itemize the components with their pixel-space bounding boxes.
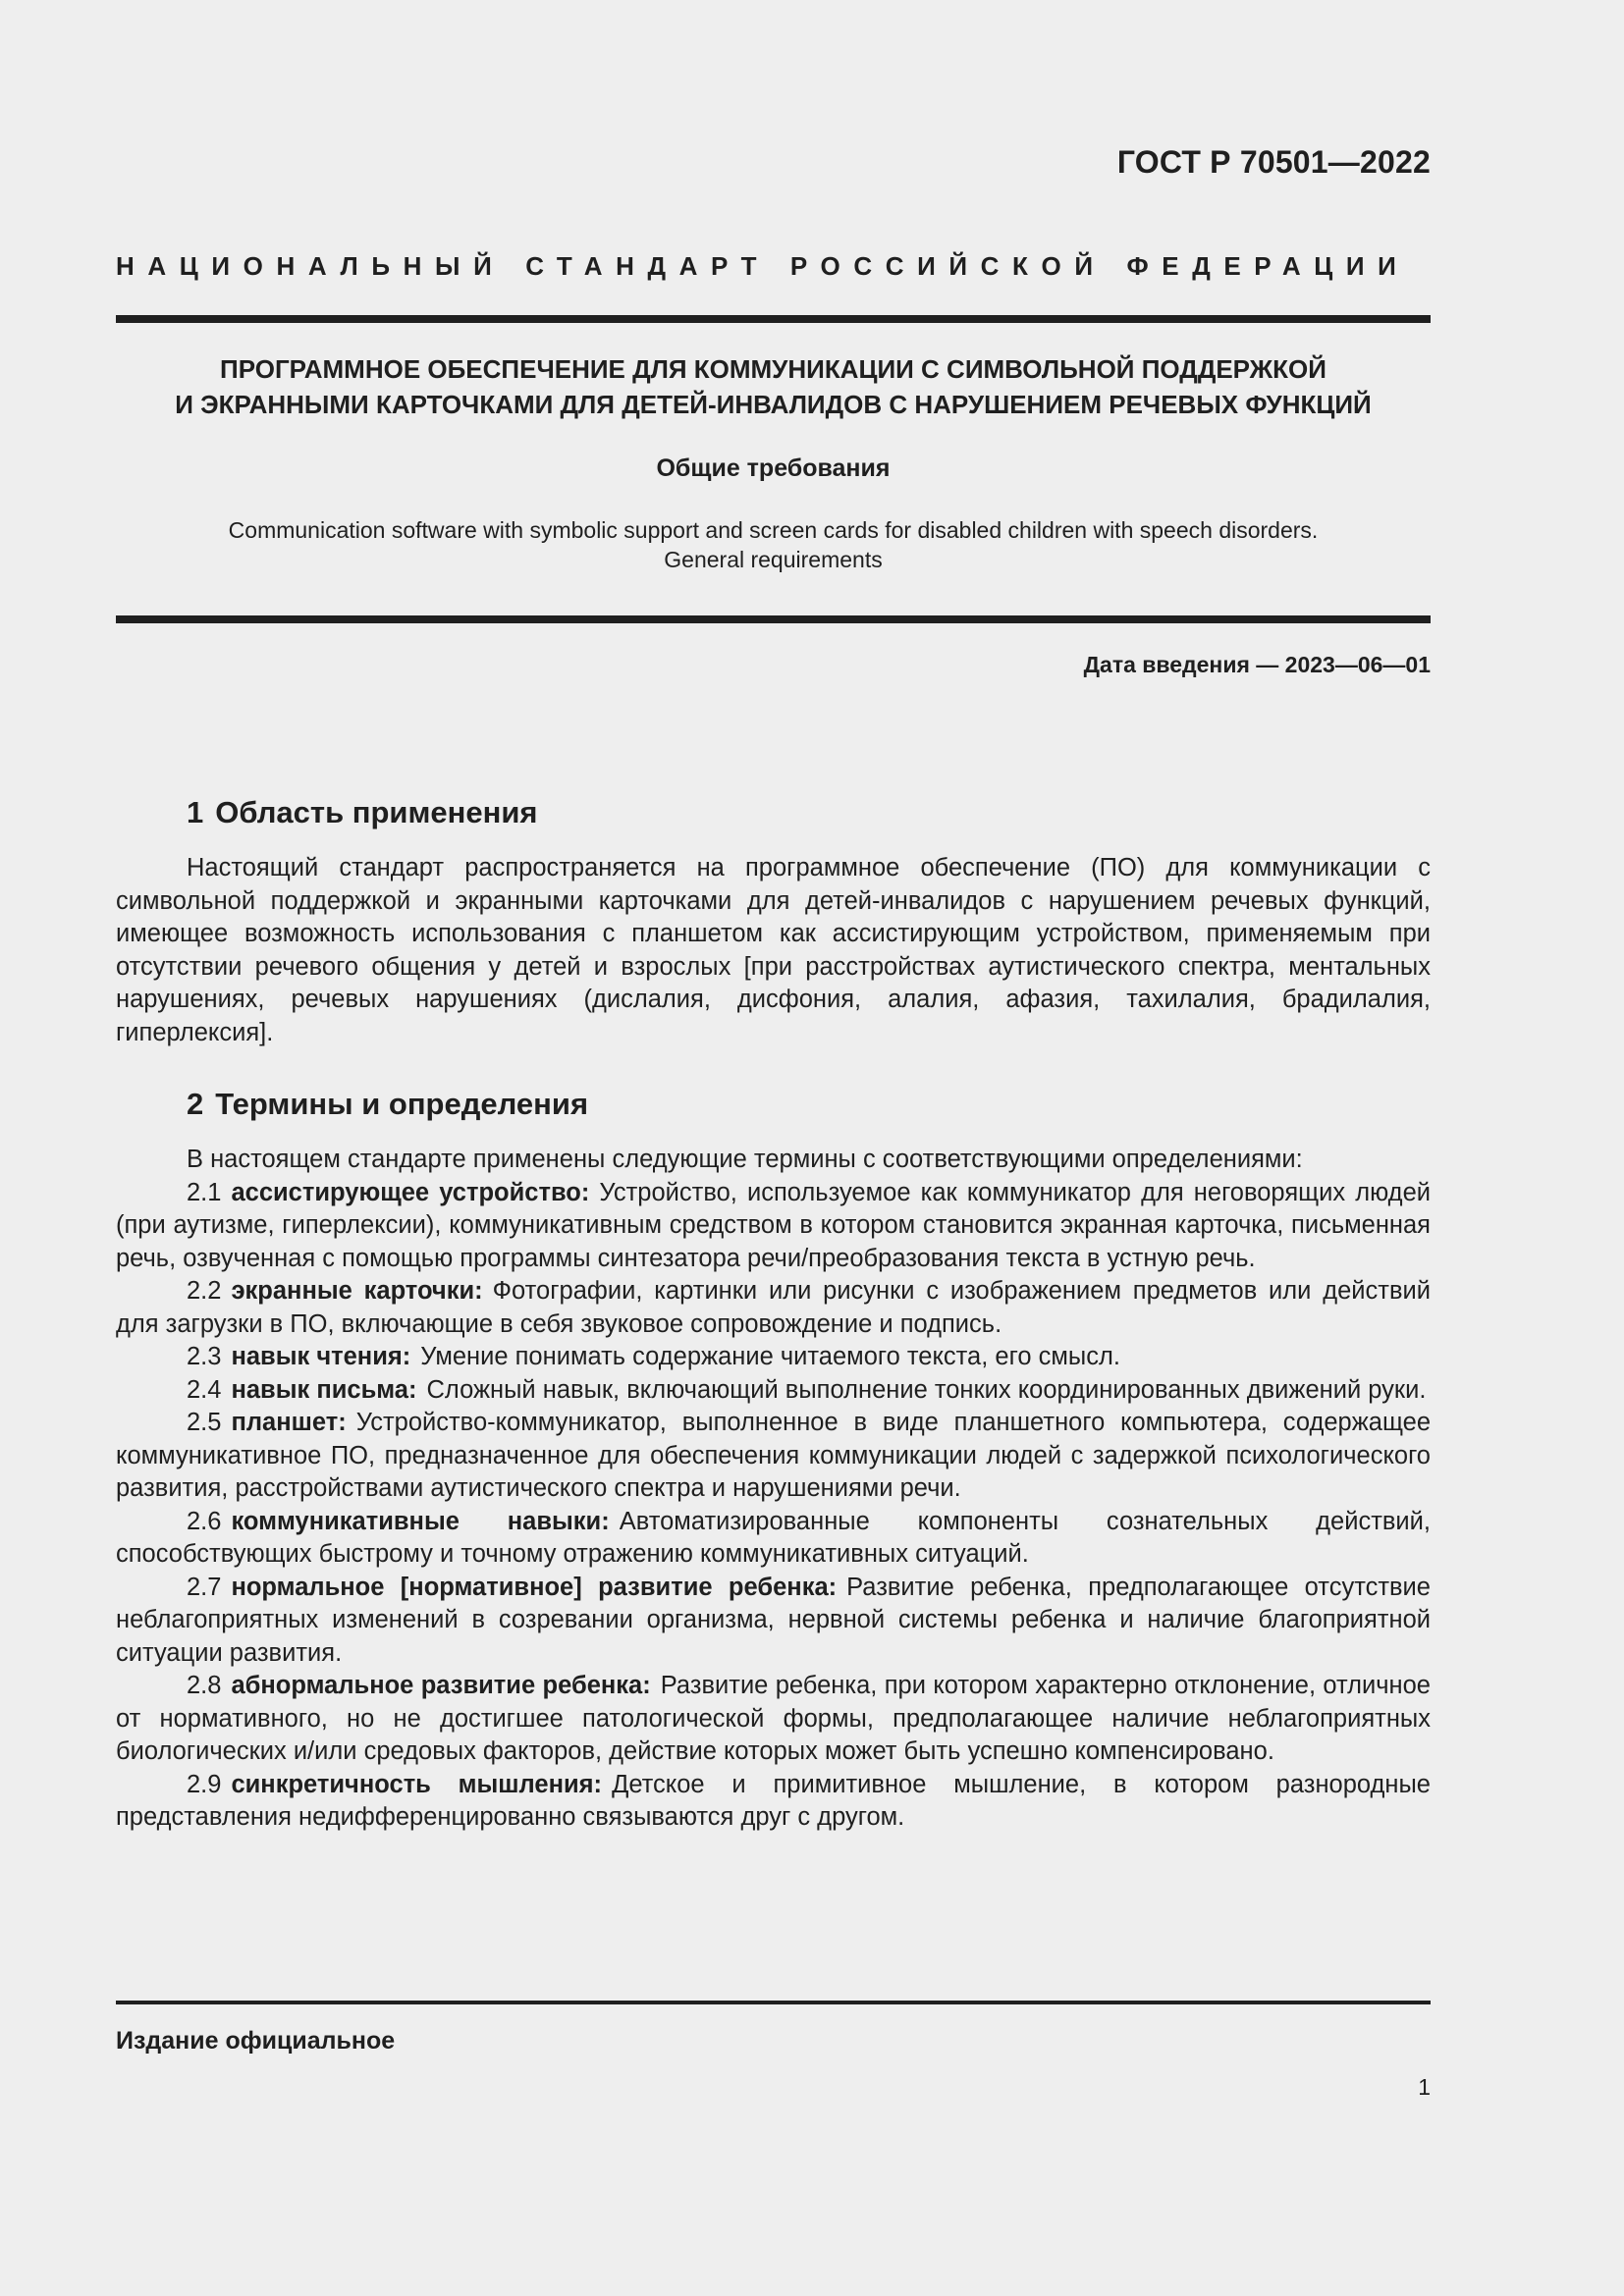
term-name: планшет: (231, 1409, 347, 1436)
official-edition-label: Издание официальное (116, 2027, 396, 2055)
term-definition: Автоматизированные компоненты сознательных действий, способствующих быстрому и точному отражению коммуникативных ситуаций. (116, 1507, 1431, 1568)
section-2-title: Термины и определения (215, 1087, 589, 1121)
term-number: 2.1 (187, 1178, 222, 1206)
term-number: 2.3 (187, 1343, 222, 1370)
term-name: ассистирующее устройство: (231, 1178, 590, 1206)
section-2-heading (187, 1085, 1431, 1124)
title-line-2: И ЭКРАННЫМИ КАРТОЧКАМИ ДЛЯ ДЕТЕЙ-ИНВАЛИДОВ С НАРУШЕНИЕМ РЕЧЕВЫХ ФУНКЦИЙ (175, 390, 1372, 419)
section-1-title: Область применения (215, 795, 538, 829)
term-name: навык чтения: (231, 1343, 411, 1370)
term-2-2 (116, 1275, 1431, 1341)
term-number: 2.5 (187, 1409, 222, 1436)
term-2-9 (116, 1769, 1431, 1835)
term-2-1 (116, 1177, 1431, 1276)
document-body (116, 793, 1431, 1835)
title-line-1: ПРОГРАММНОЕ ОБЕСПЕЧЕНИЕ ДЛЯ КОММУНИКАЦИИ С СИМВОЛЬНОЙ ПОДДЕРЖКОЙ (220, 354, 1326, 384)
term-number: 2.2 (187, 1277, 222, 1305)
term-definition: Умение понимать содержание читаемого текста, его смысл. (420, 1343, 1120, 1370)
term-name: экранные карточки: (231, 1277, 483, 1305)
term-name: коммуникативные навыки: (231, 1507, 610, 1535)
term-2-4 (116, 1374, 1431, 1408)
term-2-6 (116, 1506, 1431, 1572)
term-number: 2.6 (187, 1507, 222, 1535)
term-name: абнормальное развитие ребенка: (231, 1672, 651, 1699)
document-subtitle: Общие требования (656, 454, 891, 482)
term-2-7 (116, 1572, 1431, 1671)
term-definition: Фотографии, картинки или рисунки с изображением предметов или действий для загрузки в ПО, включающие в себя звуковое сопровождение и подпись. (116, 1277, 1431, 1338)
section-2-intro: В настоящем стандарте применены следующие термины с соответствующими определениями: (187, 1146, 1303, 1173)
introduction-date: Дата введения — 2023—06—01 (1083, 652, 1431, 677)
english-title-line-2: General requirements (664, 547, 883, 572)
term-number: 2.9 (187, 1770, 222, 1798)
term-2-8 (116, 1670, 1431, 1769)
section-1-text: Настоящий стандарт распространяется на программное обеспечение (ПО) для коммуникации с символьной поддержкой и экранными карточками для детей-инвалидов с нарушением речевых функций, имеющее возможность использования с планшетом как ассистирующим устройством, применяемым при отсутствии речевого общения у детей и взрослых [при расстройствах аутистического спектра, ментальных нарушениях, речевых нарушениях (дислалия, дисфония, алалия, афазия, тахилалия, брадилалия, гиперлексия]. (116, 854, 1431, 1046)
document-title (116, 351, 1431, 422)
term-definition: Развитие ребенка, предполагающее отсутствие неблагоприятных изменений в созревании организма, нервной системы ребенка и наличие благоприятной ситуации развития. (116, 1573, 1431, 1667)
term-number: 2.8 (187, 1672, 222, 1699)
section-1-number: 1 (187, 795, 204, 829)
standard-code: ГОСТ Р 70501—2022 (1116, 144, 1431, 180)
english-title-line-1: Communication software with symbolic support and screen cards for disabled children with speech disorders. (228, 517, 1319, 543)
term-name: нормальное [нормативное] развитие ребенка: (231, 1573, 838, 1601)
top-rule (116, 315, 1431, 323)
term-definition: Устройство, используемое как коммуникатор для неговорящих людей (при аутизме, гиперлексии), коммуникативным средством в котором становится экранная карточка, письменная речь, озвученная с помощью программы синтезатора речи/преобразования текста в устную речь. (116, 1178, 1431, 1272)
section-2-number: 2 (187, 1087, 204, 1121)
term-definition: Устройство-коммуникатор, выполненное в виде планшетного компьютера, содержащее коммуникативное ПО, предназначенное для обеспечения коммуникации людей с задержкой психологического развития, расстройствами аутистического спектра и нарушениями речи. (116, 1409, 1431, 1502)
term-2-5 (116, 1407, 1431, 1506)
term-name: навык письма: (231, 1375, 417, 1404)
title-bottom-rule (116, 615, 1431, 623)
term-definition: Развитие ребенка, при котором характерно отклонение, отличное от нормативного, но не достигшее патологической формы, предполагающее наличие неблагоприятных биологических и/или средовых факторов, действие которых может быть успешно компенсировано. (116, 1672, 1431, 1765)
page-number: 1 (1418, 2074, 1431, 2100)
term-2-3 (116, 1341, 1431, 1374)
english-title (116, 515, 1431, 574)
term-definition: Детское и примитивное мышление, в котором разнородные представления недифференцированно связываются друг с другом. (116, 1770, 1431, 1831)
term-definition: Сложный навык, включающий выполнение тонких координированных движений руки. (426, 1375, 1427, 1404)
national-standard-label: НАЦИОНАЛЬНЫЙ СТАНДАРТ РОССИЙСКОЙ ФЕДЕРАЦИИ (116, 251, 1410, 281)
term-number: 2.7 (187, 1573, 222, 1601)
term-number: 2.4 (187, 1375, 222, 1404)
term-name: синкретичность мышления: (231, 1770, 603, 1798)
section-1-heading (187, 793, 1431, 832)
footer-rule (116, 2001, 1431, 2004)
